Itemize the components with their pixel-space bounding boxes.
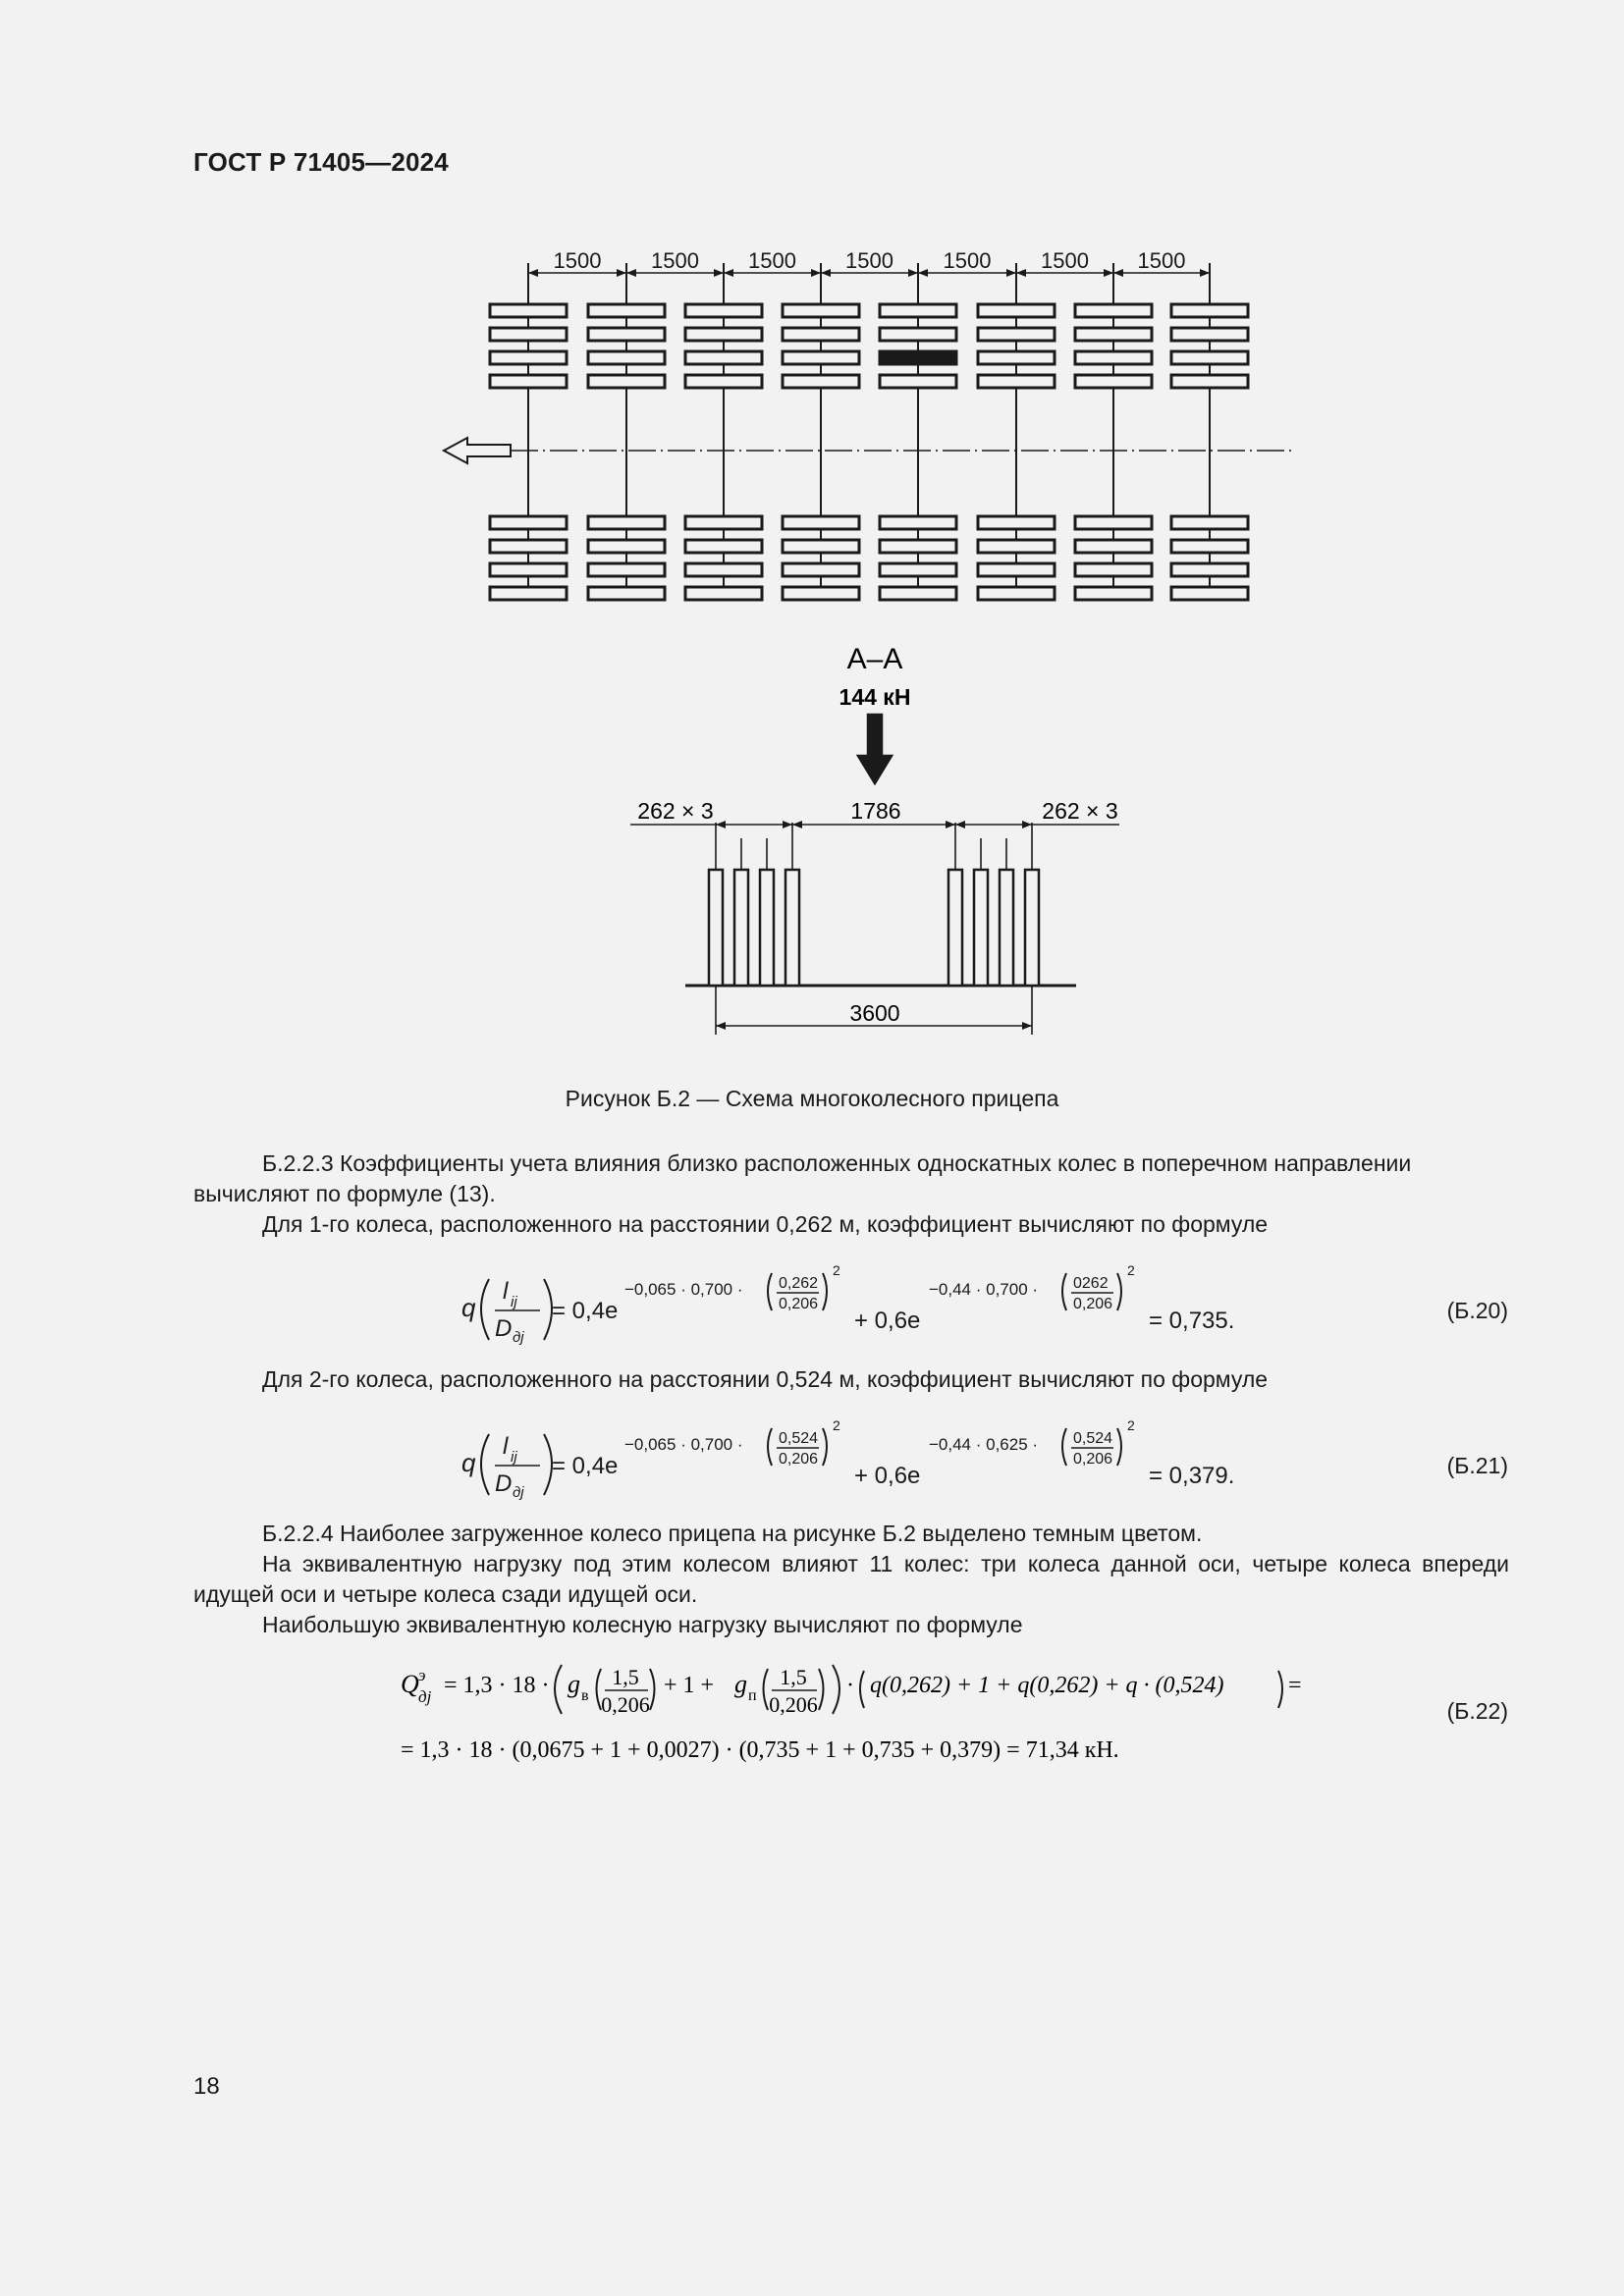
wheel [1171,516,1248,529]
figure-caption: Рисунок Б.2 — Схема многоколесного прицепа [565,1086,1059,1111]
eq22-f2-den: 0,206 [769,1692,818,1717]
paren-right [544,1279,552,1340]
dim-arrow [528,269,538,277]
wheel [685,540,762,553]
eq22-g1: g [568,1670,580,1698]
eq21-den-sub: дj [513,1484,524,1501]
top-dim-label: 1500 [748,248,796,273]
trailer-plan-diagram [0,0,1624,1080]
wheel [880,328,956,341]
left-spacing-dim: 262 × 3 [637,798,714,824]
eq22-g2: g [734,1670,747,1698]
wheel [1075,563,1152,576]
wheel [783,351,859,364]
paren-right [544,1434,552,1495]
wheel [880,540,956,553]
eq21-result: = 0,379. [1149,1463,1235,1489]
equation-number-b21: (Б.21) [1446,1453,1508,1478]
paren-left [481,1434,489,1495]
dim-arrow [918,269,928,277]
wheel [490,587,567,600]
dim-arrow [724,269,733,277]
eq22-lhs-sub: дj [418,1687,432,1706]
eq21-num-sub: ij [511,1449,517,1466]
wheel [1171,563,1248,576]
eq20-exp2: −0,44 · 0,700 · [929,1280,1039,1299]
eq22-f1-den: 0,206 [601,1692,650,1717]
wheel [1171,375,1248,388]
right-spacing-dim: 262 × 3 [1042,798,1118,824]
dim-arrow [714,269,724,277]
eq21-exp2: −0,44 · 0,625 · [929,1435,1039,1454]
wheel [588,375,665,388]
wheel [685,563,762,576]
eq22-f2-num: 1,5 [780,1665,807,1689]
eq22-f1-num: 1,5 [612,1665,639,1689]
dim-arrow [792,821,802,828]
paragraph-11-wheels: На эквивалентную нагрузку под этим колесом влияют 11 колес: три колеса данной оси, четыре колеса впереди идущей оси и четыре колеса сзади идущей оси. [193,1551,1509,1607]
wheel [490,540,567,553]
wheel [490,516,567,529]
equation-b22 [393,1659,1335,1777]
eq20-num: l [503,1278,509,1305]
top-dim-label: 1500 [1137,248,1186,273]
wheel [783,587,859,600]
dim-arrow [1022,821,1032,828]
eq21-frac1-num: 0,524 [779,1430,819,1447]
top-dim-label: 1500 [553,248,602,273]
dim-arrow [1113,269,1123,277]
wheel [588,328,665,341]
wheel [978,304,1055,317]
wheel [978,351,1055,364]
paren-right [823,1428,827,1466]
eq20-sq2: 2 [1127,1262,1135,1278]
wheel [490,304,567,317]
wheel [978,587,1055,600]
paren-right [1117,1428,1121,1466]
wheel [685,516,762,529]
paren-left [481,1279,489,1340]
wheel [978,540,1055,553]
section-label: А–А [846,643,903,675]
equation-number-b20: (Б.20) [1446,1298,1508,1323]
paren-right [823,1273,827,1310]
wheel [978,563,1055,576]
eq22-plus: + 1 + [664,1673,715,1698]
dim-arrow [811,269,821,277]
paren-right [1117,1273,1121,1310]
wheel [783,540,859,553]
paragraph-wheel1: Для 1-го колеса, расположенного на расстоянии 0,262 м, коэффициент вычисляют по формуле [262,1211,1269,1237]
wheel [490,328,567,341]
wheel [490,375,567,388]
eq22-q-terms: q(0,262) + 1 + q(0,262) + q · (0,524) [870,1673,1224,1698]
dim-arrow [1104,269,1113,277]
dim-arrow [626,269,636,277]
wheel [685,351,762,364]
paragraph-wheel2: Для 2-го колеса, расположенного на расстоянии 0,524 м, коэффициент вычисляют по формуле [262,1366,1269,1392]
wheel [783,563,859,576]
wheel [1075,375,1152,388]
dim-arrow [955,821,965,828]
wheel [588,540,665,553]
wheel [1075,351,1152,364]
wheel [588,351,665,364]
eq22-line2: = 1,3 · 18 · (0,0675 + 1 + 0,0027) · (0,735 + 1 + 0,735 + 0,379) = 71,34 кН. [401,1737,1119,1763]
paragraph-b223: Б.2.2.3 Коэффициенты учета влияния близко расположенных односкатных колес в поперечном направлении вычисляют по формуле (13). [193,1150,1412,1206]
wheel [1171,304,1248,317]
wheel-section [760,870,774,986]
eq21-num: l [503,1433,509,1460]
wheel [588,563,665,576]
eq21-q: q [461,1448,476,1477]
wheel-section [974,870,988,986]
wheel [490,563,567,576]
dim-arrow [1016,269,1026,277]
paragraph-b224: Б.2.2.4 Наиболее загруженное колесо прицепа на рисунке Б.2 выделено темным цветом. [262,1521,1203,1546]
wheel-section [1000,870,1013,986]
dim-arrow [946,821,955,828]
eq21-t2: + 0,6e [854,1463,921,1489]
eq20-exp1: −0,065 · 0,700 · [624,1280,743,1299]
equation-b21 [442,1407,1276,1515]
eq21-exp1: −0,065 · 0,700 · [624,1435,743,1454]
document-header: ГОСТ Р 71405—2024 [193,147,449,177]
wheel [1075,516,1152,529]
eq20-q: q [461,1293,476,1322]
wheel [685,304,762,317]
wheel [1075,328,1152,341]
wheel [880,375,956,388]
top-dim-label: 1500 [845,248,893,273]
paren-left [768,1428,772,1466]
wheel [880,516,956,529]
eq20-den: D [495,1315,513,1342]
wheel [685,587,762,600]
eq20-sq1: 2 [833,1262,840,1278]
top-dim-label: 1500 [651,248,699,273]
equation-number-b22: (Б.22) [1446,1698,1508,1724]
wheel [880,563,956,576]
eq20-result: = 0,735. [1149,1308,1235,1334]
wheel [588,304,665,317]
wheel [978,516,1055,529]
dim-arrow [783,821,792,828]
wheel [1075,540,1152,553]
paren-left [1062,1273,1066,1310]
eq22-g1-sub: в [581,1687,589,1704]
dim-arrow [821,269,831,277]
dim-arrow [1200,269,1210,277]
top-dim-label: 1500 [1041,248,1089,273]
dim-arrow [617,269,626,277]
eq21-den: D [495,1470,513,1497]
dim-arrow [908,269,918,277]
base-dim: 3600 [849,1000,900,1026]
dim-arrow [716,1022,726,1030]
eq20-frac2-den: 0,206 [1073,1296,1113,1312]
eq20-t2: + 0,6e [854,1308,921,1334]
dim-arrow [1022,1022,1032,1030]
wheel [783,516,859,529]
eq22-equals: = [1288,1673,1302,1698]
middle-spacing-dim: 1786 [850,798,901,824]
wheel [1075,587,1152,600]
wheel [880,304,956,317]
wheel [1171,328,1248,341]
eq20-den-sub: дj [513,1329,524,1346]
wheel [588,516,665,529]
wheel [1171,587,1248,600]
eq21-t1: = 0,4e [552,1453,619,1479]
wheel [490,351,567,364]
wheel-section [948,870,962,986]
paren-left [1062,1428,1066,1466]
eq22-coef: = 1,3 · 18 · [444,1673,550,1698]
eq21-frac1-den: 0,206 [779,1451,819,1468]
wheel-section [709,870,723,986]
eq20-t1: = 0,4e [552,1298,619,1324]
eq22-dot: · [846,1673,854,1698]
paragraph-max-load: Наибольшую эквивалентную колесную нагрузку вычисляют по формуле [262,1612,1023,1637]
top-dim-label: 1500 [943,248,992,273]
wheel [783,304,859,317]
eq21-frac2-den: 0,206 [1073,1451,1113,1468]
eq21-sq2: 2 [1127,1417,1135,1433]
wheel-section [734,870,748,986]
eq20-frac1-num: 0,262 [779,1275,819,1292]
wheel [880,587,956,600]
wheel [783,375,859,388]
eq20-num-sub: ij [511,1294,517,1310]
eq20-frac1-den: 0,206 [779,1296,819,1312]
wheel [1171,540,1248,553]
direction-arrow-icon [444,438,511,463]
wheel [783,328,859,341]
page-number: 18 [193,2073,220,2100]
dim-arrow [716,821,726,828]
eq21-frac2-num: 0,524 [1073,1430,1113,1447]
wheel [588,587,665,600]
equation-b20 [442,1252,1276,1360]
loaded-wheel [880,351,956,364]
wheel-section [1025,870,1039,986]
wheel [685,375,762,388]
wheel [1171,351,1248,364]
dim-arrow [1006,269,1016,277]
eq21-sq1: 2 [833,1417,840,1433]
eq20-frac2-num: 0262 [1073,1275,1109,1292]
eq22-g2-sub: п [748,1687,757,1704]
wheel [1075,304,1152,317]
eq22-lhs: Q [401,1670,419,1698]
eq22-lhs-sup: э [418,1666,426,1684]
paren-left [768,1273,772,1310]
wheel-section [785,870,799,986]
wheel [978,328,1055,341]
wheel [685,328,762,341]
load-arrow-icon [858,715,892,783]
load-label: 144 кН [839,684,911,710]
wheel [978,375,1055,388]
